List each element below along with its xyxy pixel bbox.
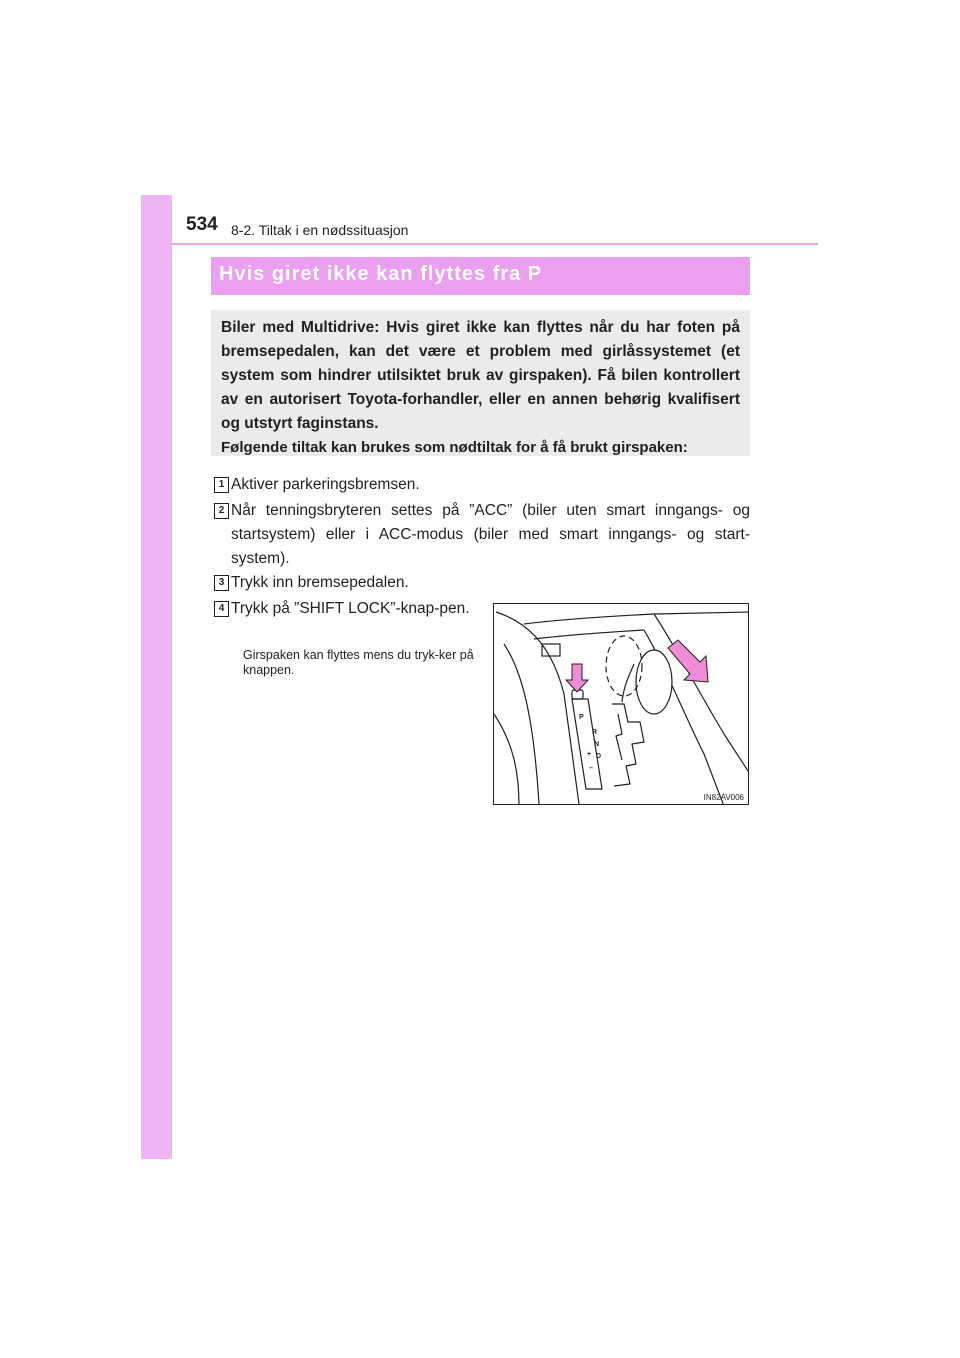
gate-label-minus: – xyxy=(589,765,593,772)
page-number: 534 xyxy=(186,214,218,235)
step-text: Trykk inn bremsepedalen. xyxy=(231,574,409,591)
gate-label-plus: + xyxy=(587,751,592,758)
intro-paragraph: Biler med Multidrive: Hvis giret ikke kan flyttes når du har foten på bremsepedalen, kan det være et problem med girlåssystemet (et system som hindrer utilsiktet bruk av girspaken). Få bilen kontrollert av en autorisert Toyota-forhandler, eller en annen behørig kvalifisert og utstyrt faginstans. xyxy=(221,319,740,432)
intro-lead: Følgende tiltak kan brukes som nødtiltak for å få brukt girspaken: xyxy=(221,439,688,456)
step-text: Trykk på ”SHIFT LOCK”-knap-pen. xyxy=(231,600,470,617)
shift-lock-illustration xyxy=(493,603,749,805)
step-number: 3 xyxy=(214,575,229,591)
intro-box xyxy=(211,310,750,456)
page-title: Hvis giret ikke kan flyttes fra P xyxy=(219,263,543,285)
step-number: 4 xyxy=(214,601,229,617)
gate-label-n: N xyxy=(594,741,600,748)
title-bar xyxy=(211,257,750,295)
step-number: 1 xyxy=(214,477,229,493)
sidebar-tab xyxy=(141,195,172,1159)
figure-code: IN82AV006 xyxy=(703,793,744,802)
shift-lock-drawing xyxy=(494,604,749,805)
header-divider xyxy=(172,243,818,245)
step-text: Aktiver parkeringsbremsen. xyxy=(231,476,420,493)
section-header: 8-2. Tiltak i en nødssituasjon xyxy=(231,222,409,238)
gate-label-d: D xyxy=(596,753,602,760)
gate-label-r: R xyxy=(592,729,598,736)
gate-label-p: P xyxy=(579,714,584,721)
press-arrow xyxy=(566,664,588,692)
step-number: 2 xyxy=(214,503,229,519)
step-note: Girspaken kan flyttes mens du tryk-ker på knappen. xyxy=(243,648,474,677)
step-text: Når tenningsbryteren settes på ”ACC” (biler uten smart inngangs- og startsystem) eller i ACC-modus (biler med smart inngangs- og start-system). xyxy=(231,502,750,567)
move-arrow xyxy=(668,640,708,682)
